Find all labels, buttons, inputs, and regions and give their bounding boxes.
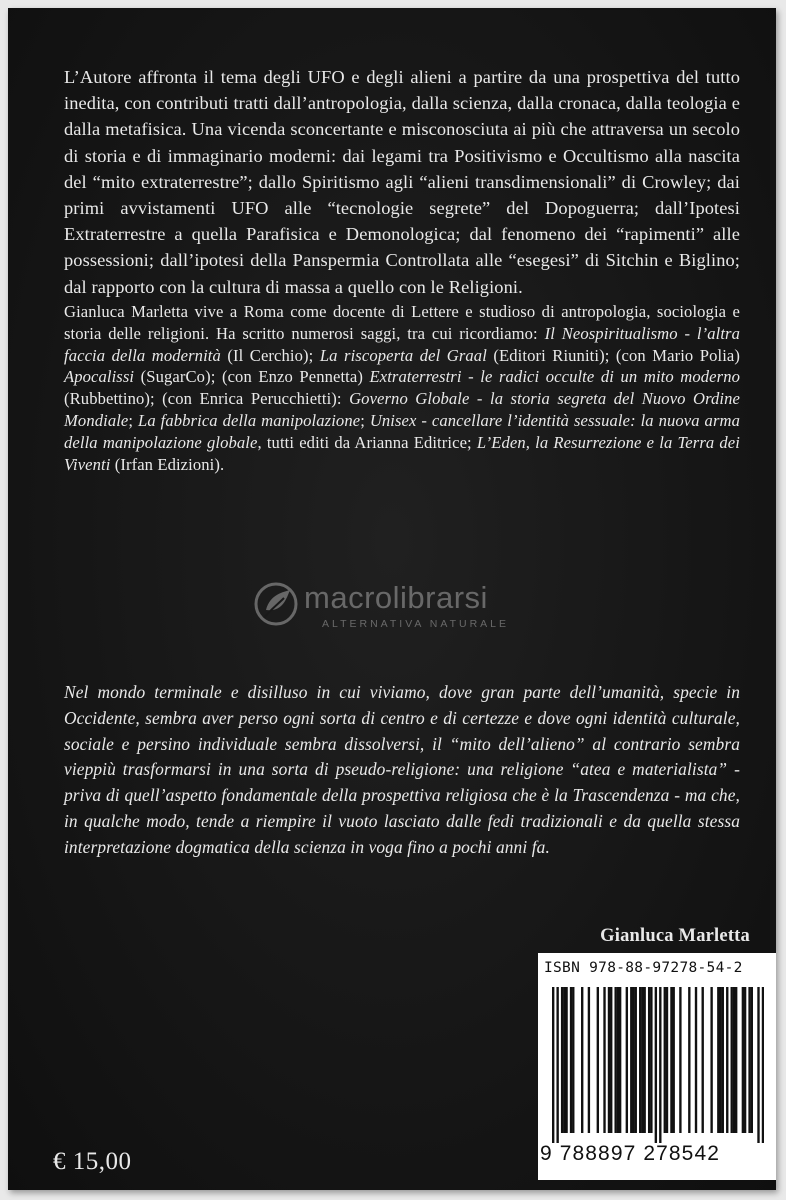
book-title: Apocalissi <box>64 367 135 387</box>
barcode-bar <box>670 987 672 1133</box>
book-title: Extraterrestri - le radici occulte di un mito moderno <box>369 367 740 387</box>
barcode-bar <box>643 987 645 1133</box>
barcode-bar <box>710 987 712 1133</box>
book-title: La fabbrica della manipolazione <box>138 410 361 430</box>
barcode-bars <box>552 987 764 1143</box>
barcode-bar <box>635 987 637 1133</box>
quote-author: Gianluca Marletta <box>600 926 750 946</box>
barcode-bar <box>556 987 558 1143</box>
barcode-bar <box>679 987 681 1133</box>
barcode-bar <box>572 987 574 1133</box>
barcode-bar <box>650 987 652 1133</box>
barcode-bar <box>632 987 634 1133</box>
barcode-bar <box>659 987 661 1143</box>
barcode-bar <box>726 987 728 1133</box>
leaf-logo-icon <box>252 580 300 628</box>
blurb-paragraph: L’Autore affronta il tema degli UFO e degli alieni a partire da una prospettiva del tutto inedita, con contributi tratti dall’antropologia, dalla scienza, dalla cronaca, dalla teologia e dalla metafisica. Una vicenda sconcertante e misconosciuta ai più che attraversa un secolo di storia e di immaginario moderni: dai legami tra Positivismo e Occultismo alla nascita del “mito extraterrestre”; dallo Spiritismo agli “alieni transdimensionali” di Crowley; dai primi avvistamenti UFO alle “tecnologie segrete” del Dopoguerra; dall’Ipotesi Extraterrestre a quella Parafisica e Demonologica; dal fenomeno dei “rapimenti” alle possessioni; dall’ipotesi della Panspermia Controllata alle “esegesi” di Sitchin e Biglino; dal rapporto con la cultura di massa a quello con le Religioni. <box>64 67 740 297</box>
barcode-bar <box>588 987 590 1133</box>
barcode-bar <box>666 987 668 1133</box>
book-title: Il Neospiritualismo - l’altra faccia della modernità <box>64 323 740 365</box>
bio-text: ; <box>128 410 139 430</box>
barcode-bar <box>639 987 641 1133</box>
quote-paragraph: Nel mondo terminale e disilluso in cui viviamo, dove gran parte dell’umanità, specie in Occidente, sembra aver perso ogni sorta di centro e di certezze e dove ogni identità culturale, sociale e persino individuale sembra dissolversi, il “mito dell’alieno” al contrario sembra vieppiù trasformarsi in una sorta di pseudo-religione: una religione “atea e materialista” - priva di quell’aspetto fondamentale della prospettiva religiosa che è la Trascendenza - ma che, in qualche modo, tende a riempire il vuoto lasciato dalle fedi tradizionali e da quella stessa interpretazione dogmatica della scienza in voga fino a pochi anni fa. <box>64 682 740 857</box>
barcode-bar <box>617 987 619 1133</box>
barcode-bar <box>719 987 721 1133</box>
barcode-bar <box>735 987 737 1133</box>
bio-text: (Editori Riuniti); (con Mario Polia) <box>486 345 741 365</box>
book-back-cover <box>8 8 776 1190</box>
barcode-bar <box>733 987 735 1133</box>
barcode-bar <box>570 987 572 1133</box>
bio-text: (Irfan Edizioni). <box>110 454 225 474</box>
barcode-bar <box>610 987 612 1133</box>
barcode-bar <box>608 987 610 1133</box>
macrolibrarsi-watermark <box>252 578 552 638</box>
book-title: Unisex - cancellare l’identità sessuale: la nuova arma della manipolazione globale <box>64 410 740 452</box>
barcode-bar <box>751 987 753 1133</box>
barcode-bar <box>702 987 704 1133</box>
barcode-bar <box>762 987 764 1143</box>
author-bio-paragraph <box>64 301 740 475</box>
barcode-bar <box>757 987 759 1143</box>
barcode-bar <box>641 987 643 1133</box>
barcode-bar <box>748 987 750 1133</box>
bio-text: Gianluca Marletta vive a Roma come docente di Lettere e studioso di antropologia, sociologia e storia delle religioni. Ha scritto numerosi saggi, tra cui ricordiamo: <box>64 302 740 343</box>
book-title: L’Eden, la Resurrezione e la Terra dei Viventi <box>64 432 740 474</box>
barcode-bar <box>731 987 733 1133</box>
barcode-bar <box>603 987 605 1133</box>
isbn-label: ISBN 978-88-97278-54-2 <box>544 960 743 976</box>
barcode-digits: 9 788897 278542 <box>540 1142 720 1165</box>
barcode-bar <box>597 987 599 1133</box>
barcode-bar <box>722 987 724 1133</box>
price-label: € 15,00 <box>53 1148 132 1175</box>
watermark-name: macrolibrarsi <box>304 580 488 615</box>
barcode-bar <box>695 987 697 1133</box>
barcode-bar <box>552 987 554 1143</box>
barcode-bar <box>614 987 616 1133</box>
bio-text: (SugarCo); (con Enzo Pennetta) <box>134 367 370 387</box>
barcode-bar <box>664 987 666 1133</box>
barcode-bar <box>563 987 565 1133</box>
barcode-bar <box>619 987 621 1133</box>
bio-text: , tutti editi da Arianna Editrice; <box>257 432 477 452</box>
barcode-bar <box>744 987 746 1133</box>
watermark-tagline: ALTERNATIVA NATURALE <box>322 618 509 630</box>
bio-text: (Rubbettino); (con Enrica Perucchietti): <box>64 389 350 409</box>
bio-text: (Il Cerchio); <box>220 345 320 365</box>
book-title: Governo Globale - la storia segreta del Nuovo Ordine Mondiale <box>64 389 741 430</box>
barcode-bar <box>626 987 628 1133</box>
barcode-bar <box>648 987 650 1133</box>
barcode-bar <box>655 987 657 1143</box>
barcode-bar <box>581 987 583 1133</box>
barcode-bar <box>561 987 563 1133</box>
isbn-barcode <box>538 953 776 1180</box>
barcode-bar <box>717 987 719 1133</box>
barcode-bar <box>673 987 675 1133</box>
barcode-bar <box>630 987 632 1133</box>
bio-text: ; <box>360 410 370 430</box>
barcode-bar <box>688 987 690 1133</box>
barcode-bar <box>565 987 567 1133</box>
barcode-bar <box>742 987 744 1133</box>
book-title: La riscoperta del Graal <box>319 345 487 365</box>
